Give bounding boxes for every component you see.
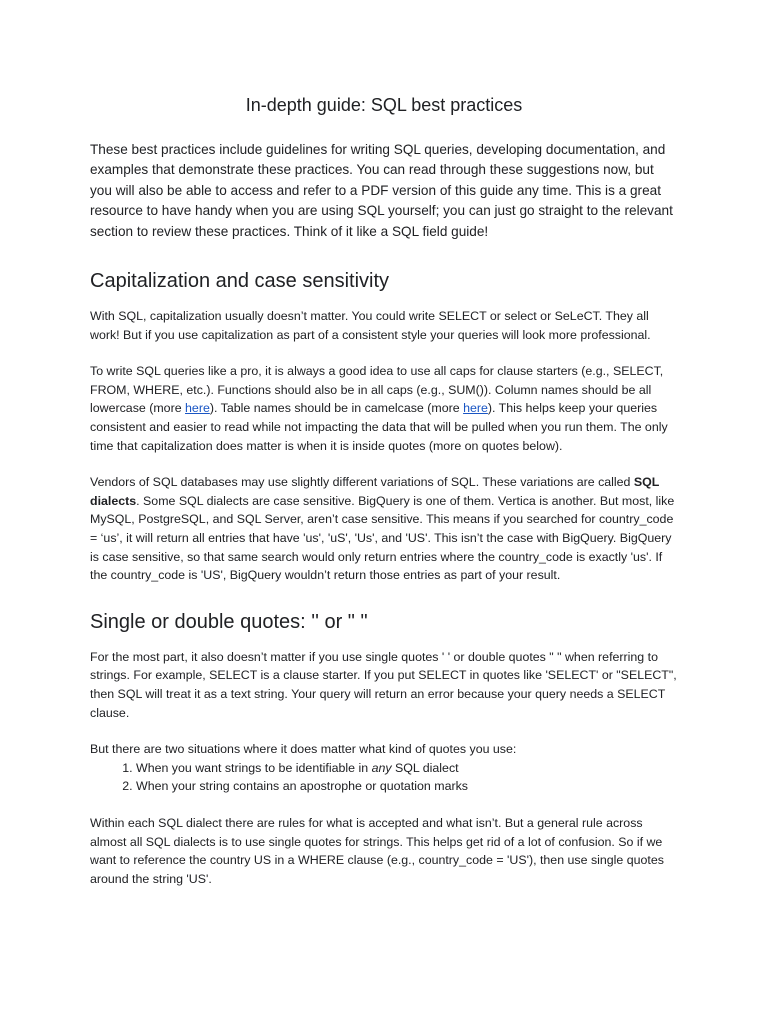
capitalization-paragraph-1: With SQL, capitalization usually doesn’t matter. You could write SELECT or select or SeLeCT. They all work! But if you use capitalization as part of a consistent style your queries will look more professional. <box>90 309 651 342</box>
page-title: In-depth guide: SQL best practices <box>245 95 523 115</box>
quotes-paragraph-1: For the most part, it also doesn’t matter if you use single quotes ' ' or double quotes " " when referring to strings. For example, SELECT is a clause starter. If you put SELECT in quotes like 'SELECT' or "SELECT", then SQL will treat it as a text string. Your query will return an error because your query needs a SELECT clause. <box>90 649 677 720</box>
text-span: SQL dialect <box>391 760 459 775</box>
text-span: To write SQL queries like a pro, it is always a good idea to use all caps for clause starters (e.g., SELECT, FROM, WHERE, etc.). Functions should also be in all caps (e.g., SUM()). Column names should be all lowercase (more <box>90 364 664 416</box>
list-item: 2. When your string contains an apostrophe or quotation marks <box>136 777 678 796</box>
table-names-here-link[interactable]: here <box>463 401 488 416</box>
text-span: . Some SQL dialects are case sensitive. BigQuery is one of them. Vertica is another. But most, like MySQL, PostgreSQL, and SQL Server, aren’t case sensitive. This means if you searched for country_code = ‘us’, it will return all entries that have 'us', 'uS', 'Us', and 'US'. This isn’t the case with BigQuery. BigQuery is case sensitive, so that same search would only return entries where the country_code is exactly 'us'. If the country_code is 'US', BigQuery wouldn’t return those entries as part of your result. <box>90 493 675 583</box>
quotes-paragraph-2: But there are two situations where it does matter what kind of quotes you use: <box>90 742 517 757</box>
quote-situations-list <box>90 759 678 796</box>
emphasis-any: any <box>371 760 392 775</box>
section-heading-capitalization: Capitalization and case sensitivity <box>90 270 390 293</box>
column-names-here-link[interactable]: here <box>185 401 210 416</box>
intro-paragraph: These best practices include guidelines for writing SQL queries, developing documentation, and examples that demonstrate these practices. You can read through these suggestions now, but you will also be able to access and refer to a PDF version of this guide any time. This is a great resource to have handy when you are using SQL yourself; you can just go straight to the relevant section to review these practices. Think of it like a SQL field guide! <box>90 142 673 239</box>
text-span: ). This helps keep your queries consistent and easier to read while not impacting the data that will be pulled when you run them. The only time that capitalization does matter is when it is inside quotes (more on quotes below). <box>90 401 668 453</box>
capitalization-paragraph-2 <box>90 362 678 455</box>
quotes-paragraph-3: Within each SQL dialect there are rules for what is accepted and what isn’t. But a general rule across almost all SQL dialects is to use single quotes for strings. This helps get rid of a lot of confusion. So if we want to reference the country US in a WHERE clause (e.g., country_code = 'US'), then use single quotes around the string 'US'. <box>90 815 664 886</box>
text-span: ). Table names should be in camelcase (more <box>209 401 464 416</box>
capitalization-paragraph-3 <box>90 473 678 585</box>
text-span: Vendors of SQL databases may use slightly different variations of SQL. These variations are called <box>90 475 634 490</box>
sql-dialects-term: SQL dialects <box>90 475 660 508</box>
text-span: When you want strings to be identifiable in <box>136 760 372 775</box>
list-item <box>136 759 678 778</box>
section-heading-quotes: Single or double quotes: '' or " " <box>90 610 368 633</box>
